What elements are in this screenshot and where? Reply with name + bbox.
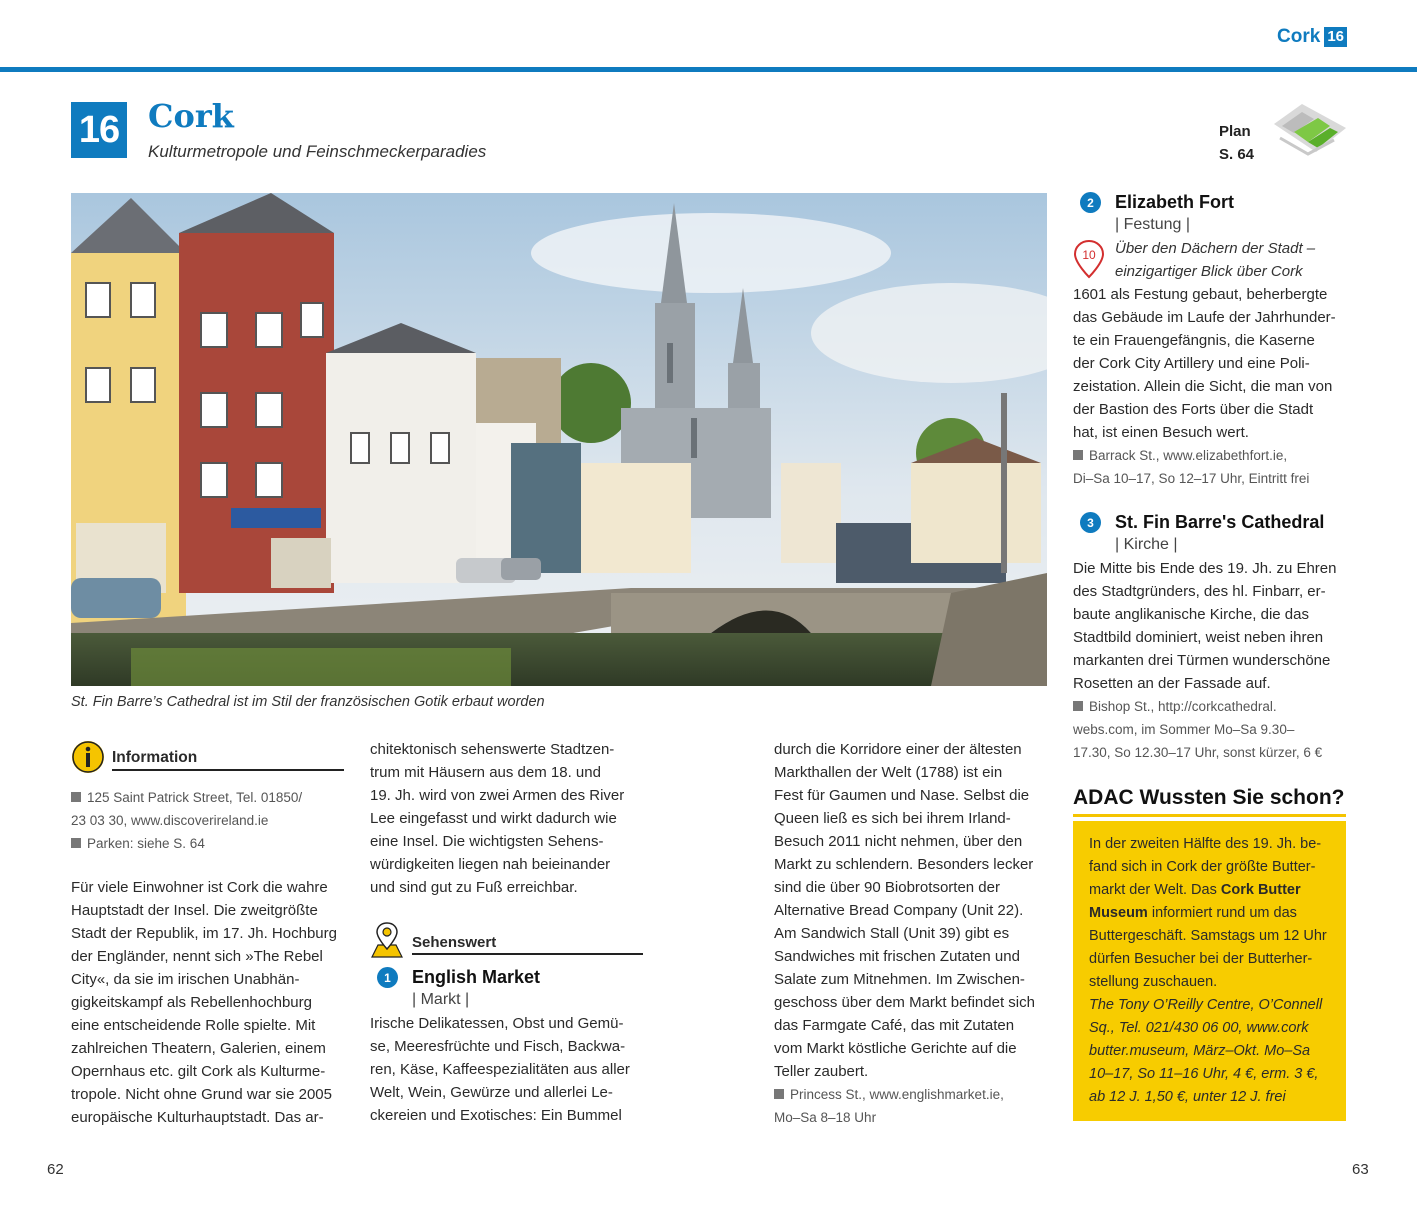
- sight-number-badge: 1: [377, 967, 398, 988]
- information-heading: Information: [112, 743, 344, 771]
- intro-continued: chitektonisch sehenswerte Stadtzen- trum mit Häusern aus dem 18. und 19. Jh. wird von zwei Armen des River Lee eingefasst und wirkt dadurch wie eine Insel. Die wichtigsten Sehens- würdigkeiten liegen nah beieinander und sind gut zu Fuß erreichbar.: [370, 741, 625, 896]
- top-tip: [1073, 237, 1346, 283]
- information-header: [71, 738, 344, 776]
- column-4: [1073, 184, 1346, 1121]
- sight-cathedral-info: Bishop St., http://corkcathedral. webs.com, im Sommer Mo–Sa 9.30– 17.30, So 12.30–17 Uhr, sonst kürzer, 6 €: [1073, 699, 1323, 760]
- bullet-square-icon: [71, 838, 81, 848]
- sight-type: | Markt |: [412, 991, 470, 1008]
- sight-english-market-text-continued: durch die Korridore einer der ältesten Markthallen der Welt (1788) ist ein Fest für Gaumen und Nase. Selbst die Queen ließ es sich bei ihrem Irland- Besuch 2011 nicht nehmen, über den Markt zu schlendern. Besonders lecker sind die über 90 Biobrotsorten der Alternative Bread Company (Unit 22). Am Sandwich Stall (Unit 39) gibt es Sandwiches mit frischen Zutaten und Salate zum Mitnehmen. Im Zwischen- geschoss über dem Markt befindet sich das Farmgate Café, das mit Zutaten vom Markt köstliche Gerichte auf die Teller zaubert.: [774, 741, 1035, 1080]
- top-tip-text: Über den Dächern der Stadt – einzigartiger Blick über Cork: [1115, 240, 1316, 280]
- top-tip-number: 10: [1082, 248, 1096, 262]
- running-head-number: 16: [1324, 27, 1347, 47]
- sight-cathedral-title: [1073, 512, 1346, 533]
- sight-type: | Kirche |: [1115, 536, 1178, 553]
- sight-elizabeth-fort-info: Barrack St., www.elizabethfort.ie, Di–Sa 10–17, So 12–17 Uhr, Eintritt frei: [1073, 448, 1310, 486]
- sight-name: St. Fin Barre's Cathedral: [1115, 512, 1325, 532]
- top-tip-badge-icon: [1073, 239, 1105, 279]
- chapter-title: Cork: [148, 97, 234, 135]
- chapter-subtitle: Kulturmetropole und Feinschmeckerparadies: [148, 142, 487, 161]
- sight-number-badge: 3: [1080, 512, 1101, 533]
- bullet-square-icon: [71, 792, 81, 802]
- page-number-right: 63: [1352, 1161, 1369, 1178]
- sights-heading: Sehenswert: [412, 926, 643, 955]
- map-icon: [1272, 102, 1348, 158]
- running-head: [1277, 26, 1347, 48]
- cathedral-photo: [71, 193, 1047, 686]
- adac-info-box: In der zweiten Hälfte des 19. Jh. be- fand sich in Cork der größte Butter- markt der Welt. Das Cork Butter Museum informiert rund um das Buttergeschäft. Samstags um 12 Uhr dürfen Besucher bei der Butterher- stellung zuschauen. The Tony O’Reilly Centre, O’Connell Sq., Tel. 021/430 06 00, www.cork butter.museum, März–Okt. Mo–Sa 10–17, So 11–16 Uhr, 4 €, erm. 3 €, ab 12 J. 1,50 €, unter 12 J. frei: [1073, 821, 1346, 1121]
- sight-number-badge: 2: [1080, 192, 1101, 213]
- sights-header: [370, 921, 643, 959]
- location-pin-icon: [370, 921, 404, 959]
- adac-heading: ADAC Wussten Sie schon?: [1073, 786, 1346, 817]
- sight-type: | Festung |: [1115, 216, 1191, 233]
- column-3: [774, 738, 1047, 1129]
- info-icon: [71, 740, 105, 774]
- chapter-number: 16: [71, 102, 127, 158]
- sight-english-market-info: Princess St., www.englishmarket.ie, Mo–Sa 8–18 Uhr: [774, 1087, 1004, 1125]
- header-rule: [0, 67, 1417, 72]
- sight-cathedral-text: Die Mitte bis Ende des 19. Jh. zu Ehren des Stadtgründers, des hl. Finbarr, er- baute anglikanische Kirche, die das Stadtbild dominiert, weist neben ihren markanten drei Türmen wunderschöne Rosetten an der Fassade auf.: [1073, 560, 1337, 692]
- sight-name: English Market: [412, 967, 541, 987]
- running-head-title: Cork: [1277, 26, 1321, 47]
- sight-english-market-text: Irische Delikatessen, Obst und Gemü- se, Meeresfrüchte und Fisch, Backwa- ren, Käse, Kaffeespezialitäten aus aller Welt, Wein, Gewürze und allerlei Le- ckereien und Exotisches: Ein Bummel: [370, 1015, 630, 1124]
- sight-elizabeth-fort-text: 1601 als Festung gebaut, beherbergte das Gebäude im Laufe der Jahrhunder- te ein Frauengefängnis, die Kaserne der Cork City Artillery und eine Poli- zeistation. Allein die Sicht, die man von der Bastion des Forts über die Stadt hat, ist einen Besuch wert.: [1073, 286, 1336, 441]
- sight-elizabeth-fort-title: [1073, 192, 1346, 213]
- bullet-square-icon: [1073, 450, 1083, 460]
- bullet-square-icon: [774, 1089, 784, 1099]
- plan-reference: [1219, 120, 1254, 166]
- sight-name: Elizabeth Fort: [1115, 192, 1235, 212]
- column-1: [71, 738, 344, 1129]
- information-address: 125 Saint Patrick Street, Tel. 01850/ 23 03 30, www.discoverireland.ie Parken: siehe S. 64: [71, 790, 303, 851]
- sight-english-market-title: [370, 967, 643, 988]
- page-number-left: 62: [47, 1161, 64, 1178]
- bullet-square-icon: [1073, 701, 1083, 711]
- intro-paragraph: Für viele Einwohner ist Cork die wahre Hauptstadt der Insel. Die zweitgrößte Stadt der Republik, im 17. Jh. Hochburg der Engländer, nennt sich »The Rebel City«, da sie im irischen Unabhän- gigkeitskampf als Rebellenhochburg eine entscheidende Rolle spielte. Mit zahlreichen Theatern, Galerien, einem Opernhaus etc. gilt Cork als Kulturme- tropole. Nicht ohne Grund war sie 2005 europäische Kulturhauptstadt. Das ar-: [71, 879, 337, 1126]
- plan-label: Plan: [1219, 123, 1251, 140]
- column-2: [370, 738, 643, 1127]
- photo-caption: St. Fin Barre’s Cathedral ist im Stil der französischen Gotik erbaut worden: [71, 694, 545, 710]
- plan-page: S. 64: [1219, 146, 1255, 163]
